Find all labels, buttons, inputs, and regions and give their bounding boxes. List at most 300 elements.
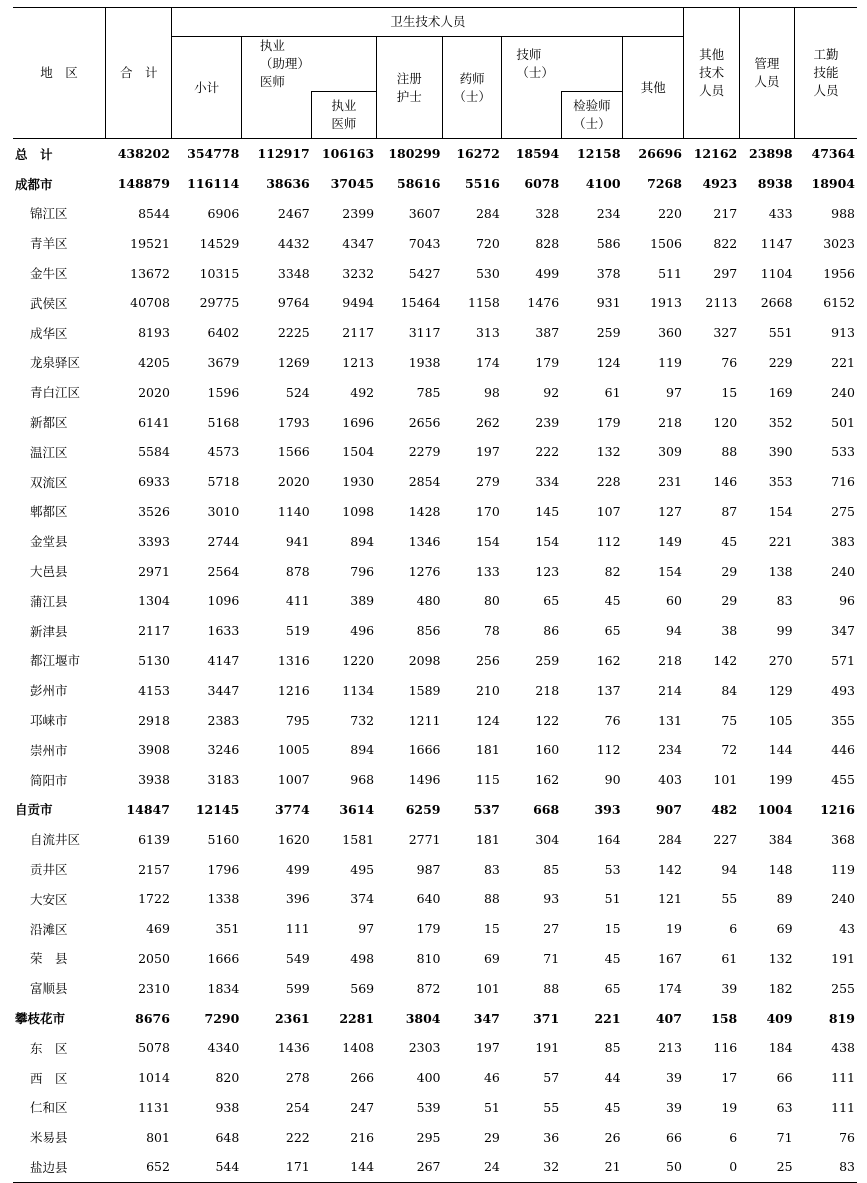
- header-health-tech: 卫生技术人员: [172, 8, 684, 37]
- table-cell: 94: [666, 623, 682, 639]
- table-row: [13, 1033, 857, 1063]
- header-spacer-doctor: [241, 92, 311, 139]
- table-cell: 1722: [138, 891, 170, 907]
- region-name: 大安区: [30, 891, 68, 907]
- table-cell: 327: [713, 325, 738, 341]
- table-cell: 931: [596, 295, 621, 311]
- table-cell: 256: [475, 652, 500, 668]
- table-cell: 270: [768, 652, 793, 668]
- table-cell: 179: [535, 354, 560, 370]
- table-cell: 267: [376, 1152, 442, 1182]
- table-cell: 132: [596, 444, 621, 460]
- table-row: [13, 1152, 857, 1182]
- table-cell: 167: [658, 950, 682, 966]
- table-cell: 239: [535, 414, 560, 430]
- table-cell: 122: [535, 712, 560, 728]
- region-name: 温江区: [30, 444, 68, 460]
- table-cell: 26696: [638, 146, 682, 162]
- table-cell: 112: [596, 742, 621, 758]
- table-cell: 6259: [405, 801, 441, 817]
- table-cell: 396: [285, 891, 310, 907]
- table-cell: 240: [831, 563, 855, 579]
- table-cell: 169: [768, 384, 793, 400]
- region-name: 青羊区: [30, 236, 68, 252]
- table-cell: 240: [831, 384, 855, 400]
- table-cell: 228: [596, 474, 621, 490]
- table-cell: 1504: [342, 444, 375, 460]
- table-cell: 810: [416, 950, 441, 966]
- table-cell: 106163: [321, 146, 375, 162]
- table-cell: 39: [666, 1099, 682, 1115]
- table-cell: 259: [596, 325, 621, 341]
- table-cell: 438: [831, 1040, 855, 1056]
- table-cell: 795: [285, 712, 310, 728]
- table-cell: 87: [721, 503, 738, 519]
- table-cell: 71: [543, 950, 560, 966]
- table-cell: 3010: [207, 503, 240, 519]
- table-cell: 8544: [138, 205, 170, 221]
- table-cell: 61: [721, 950, 738, 966]
- table-row: [13, 497, 857, 527]
- table-cell: 390: [768, 444, 793, 460]
- table-cell: 411: [285, 593, 310, 609]
- table-cell: 115: [475, 772, 500, 788]
- table-cell: 533: [831, 444, 855, 460]
- table-cell: 46: [483, 1070, 500, 1086]
- table-cell: 221: [594, 1010, 621, 1026]
- table-cell: 801: [146, 1129, 170, 1145]
- table-body: [13, 139, 857, 1183]
- table-cell: 1007: [277, 772, 310, 788]
- table-cell: 101: [713, 772, 738, 788]
- table-cell: 387: [535, 325, 560, 341]
- table-cell: 116114: [187, 176, 240, 192]
- table-cell: 4923: [702, 176, 738, 192]
- table-cell: 124: [596, 354, 621, 370]
- table-cell: 1005: [277, 742, 310, 758]
- table-cell: 455: [831, 772, 855, 788]
- table-cell: 5168: [207, 414, 240, 430]
- table-cell: 3908: [138, 742, 170, 758]
- table-cell: 894: [350, 742, 375, 758]
- table-cell: 123: [535, 563, 560, 579]
- table-row: [13, 556, 857, 586]
- table-cell: 6152: [823, 295, 855, 311]
- table-cell: 856: [416, 623, 441, 639]
- table-cell: 7043: [408, 235, 441, 251]
- table-cell: 2564: [207, 563, 240, 579]
- table-cell: 182: [768, 980, 793, 996]
- table-cell: 987: [416, 861, 441, 877]
- table-cell: 2854: [408, 474, 441, 490]
- table-cell: 1216: [820, 801, 855, 817]
- table-cell: 84: [721, 682, 738, 698]
- table-cell: 76: [604, 712, 621, 728]
- table-cell: 221: [768, 533, 793, 549]
- table-cell: 4100: [585, 176, 621, 192]
- table-cell: 47364: [811, 146, 855, 162]
- table-cell: 878: [285, 563, 310, 579]
- table-cell: 1098: [342, 503, 375, 519]
- table-cell: 93: [543, 891, 560, 907]
- table-cell: 129: [768, 682, 793, 698]
- table-cell: 25: [739, 1152, 794, 1182]
- table-cell: 284: [658, 831, 682, 847]
- table-cell: 353: [768, 474, 793, 490]
- table-cell: 24: [443, 1152, 502, 1182]
- table-cell: 4340: [207, 1040, 240, 1056]
- table-cell: 83: [483, 861, 500, 877]
- header-registered-nurse: 注册 护士: [376, 37, 442, 139]
- table-cell: 88: [721, 444, 738, 460]
- table-row: [13, 586, 857, 616]
- table-row: [13, 854, 857, 884]
- table-cell: 2117: [138, 623, 170, 639]
- table-cell: 29775: [199, 295, 240, 311]
- table-cell: 5584: [138, 444, 170, 460]
- table-cell: 2225: [277, 325, 310, 341]
- table-cell: 2771: [408, 831, 441, 847]
- table-cell: 2399: [342, 205, 375, 221]
- table-cell: 6139: [138, 831, 170, 847]
- table-cell: 2383: [207, 712, 240, 728]
- table-cell: 530: [475, 265, 500, 281]
- table-cell: 1276: [408, 563, 441, 579]
- region-name: 青白江区: [30, 385, 81, 401]
- table-cell: 154: [768, 503, 793, 519]
- table-cell: 2157: [138, 861, 170, 877]
- table-cell: 149: [658, 533, 682, 549]
- table-cell: 355: [831, 712, 855, 728]
- table-row: [13, 437, 857, 467]
- table-cell: 174: [475, 354, 500, 370]
- table-cell: 4347: [342, 235, 375, 251]
- table-cell: 60: [666, 593, 682, 609]
- table-cell: 1004: [757, 801, 793, 817]
- table-cell: 53: [604, 861, 621, 877]
- table-cell: 218: [535, 682, 560, 698]
- table-cell: 65: [543, 593, 560, 609]
- table-cell: 279: [475, 474, 500, 490]
- table-cell: 220: [658, 205, 682, 221]
- table-row: [13, 616, 857, 646]
- table-cell: 1346: [408, 533, 441, 549]
- table-cell: 197: [475, 1040, 500, 1056]
- table-cell: 378: [596, 265, 621, 281]
- region-name: 大邑县: [30, 564, 68, 580]
- table-cell: 158: [711, 1010, 738, 1026]
- table-cell: 785: [416, 384, 441, 400]
- region-name: 仁和区: [30, 1100, 68, 1116]
- table-cell: 0: [684, 1152, 739, 1182]
- table-row: [13, 288, 857, 318]
- table-cell: 18594: [515, 146, 560, 162]
- table-cell: 968: [350, 772, 375, 788]
- table-cell: 19: [721, 1099, 738, 1115]
- table-cell: 262: [475, 414, 500, 430]
- table-cell: 3023: [823, 235, 855, 251]
- table-cell: 71: [776, 1129, 793, 1145]
- table-row: [13, 318, 857, 348]
- table-cell: 148879: [117, 176, 170, 192]
- table-cell: 221: [831, 354, 855, 370]
- table-row: [13, 377, 857, 407]
- table-cell: 69: [483, 950, 500, 966]
- table-cell: 524: [285, 384, 310, 400]
- table-cell: 119: [831, 861, 855, 877]
- table-cell: 2744: [207, 533, 240, 549]
- table-cell: 12145: [195, 801, 240, 817]
- table-cell: 15: [721, 384, 738, 400]
- region-name: 米易县: [30, 1130, 68, 1146]
- table-cell: 6906: [207, 205, 240, 221]
- table-cell: 295: [416, 1129, 441, 1145]
- table-cell: 142: [713, 652, 738, 668]
- table-cell: 571: [831, 652, 855, 668]
- table-cell: 8938: [757, 176, 793, 192]
- header-practicing-doctor: 执业 医师: [312, 92, 376, 139]
- region-name: 贡井区: [30, 862, 68, 878]
- table-cell: 3526: [138, 503, 170, 519]
- header-practicing-asst-doctor: 执业 （助理） 医师: [241, 37, 376, 92]
- table-cell: 12162: [693, 146, 738, 162]
- table-row: [13, 348, 857, 378]
- table-cell: 2918: [138, 712, 170, 728]
- table-cell: 3774: [274, 801, 310, 817]
- table-cell: 1834: [207, 980, 240, 996]
- table-header: [13, 8, 857, 139]
- table-cell: 210: [475, 682, 500, 698]
- region-name: 自贡市: [15, 802, 53, 818]
- table-cell: 55: [721, 891, 738, 907]
- table-cell: 111: [831, 1099, 855, 1115]
- table-cell: 4205: [138, 354, 170, 370]
- region-name: 崇州市: [30, 742, 68, 758]
- region-name: 双流区: [30, 474, 68, 490]
- table-cell: 15464: [400, 295, 441, 311]
- table-cell: 234: [596, 205, 621, 221]
- table-cell: 5427: [408, 265, 441, 281]
- table-cell: 16272: [456, 146, 500, 162]
- table-cell: 181: [475, 742, 500, 758]
- table-cell: 255: [831, 980, 855, 996]
- table-cell: 309: [658, 444, 682, 460]
- table-cell: 127: [658, 503, 682, 519]
- table-cell: 231: [658, 474, 682, 490]
- table-row: [13, 199, 857, 229]
- table-cell: 371: [533, 1010, 560, 1026]
- table-cell: 334: [535, 474, 560, 490]
- table-cell: 569: [350, 980, 375, 996]
- table-cell: 78: [483, 623, 500, 639]
- table-cell: 124: [475, 712, 500, 728]
- table-cell: 154: [535, 533, 560, 549]
- table-cell: 519: [285, 623, 310, 639]
- table-cell: 1140: [277, 503, 310, 519]
- table-cell: 938: [215, 1099, 240, 1115]
- table-cell: 2020: [277, 474, 310, 490]
- table-cell: 1476: [527, 295, 560, 311]
- table-cell: 55: [543, 1099, 560, 1115]
- table-cell: 796: [350, 563, 375, 579]
- table-cell: 913: [831, 325, 855, 341]
- table-cell: 668: [533, 801, 560, 817]
- table-cell: 217: [713, 205, 738, 221]
- region-name: 攀枝花市: [15, 1011, 66, 1026]
- table-cell: 347: [473, 1010, 500, 1026]
- region-name: 自流井区: [30, 832, 81, 848]
- table-cell: 493: [831, 682, 855, 698]
- table-cell: 8676: [135, 1010, 170, 1026]
- table-cell: 51: [604, 891, 621, 907]
- region-name: 邛崃市: [30, 713, 68, 729]
- table-cell: 1134: [342, 682, 375, 698]
- table-cell: 1620: [277, 831, 310, 847]
- region-name: 东 区: [30, 1040, 68, 1056]
- table-cell: 65: [604, 980, 621, 996]
- table-cell: 499: [285, 861, 310, 877]
- table-cell: 1633: [207, 623, 240, 639]
- table-cell: 393: [594, 801, 621, 817]
- table-cell: 1666: [207, 950, 240, 966]
- region-name: 新都区: [30, 415, 68, 431]
- table-cell: 66: [666, 1129, 682, 1145]
- table-cell: 2467: [277, 205, 310, 221]
- table-cell: 384: [768, 831, 793, 847]
- table-cell: 539: [416, 1099, 441, 1115]
- table-cell: 351: [215, 921, 240, 937]
- table-cell: 1213: [342, 354, 375, 370]
- table-cell: 133: [475, 563, 500, 579]
- table-cell: 171: [241, 1152, 311, 1182]
- table-cell: 63: [776, 1099, 793, 1115]
- table-cell: 1566: [277, 444, 310, 460]
- table-cell: 822: [713, 235, 738, 251]
- table-cell: 107: [596, 503, 621, 519]
- region-name: 总 计: [15, 146, 53, 162]
- table-cell: 1269: [277, 354, 310, 370]
- table-cell: 142: [658, 861, 682, 877]
- table-cell: 352: [768, 414, 793, 430]
- table-cell: 313: [475, 325, 500, 341]
- table-cell: 5078: [138, 1040, 170, 1056]
- table-cell: 21: [561, 1152, 622, 1182]
- table-cell: 1131: [138, 1099, 170, 1115]
- table-cell: 214: [658, 682, 682, 698]
- region-name: 蒲江县: [30, 593, 68, 609]
- table-cell: 97: [358, 921, 375, 937]
- table-cell: 2668: [760, 295, 793, 311]
- table-cell: 498: [350, 950, 375, 966]
- table-cell: 6141: [138, 414, 170, 430]
- table-row: [13, 675, 857, 705]
- table-cell: 154: [658, 563, 682, 579]
- region-name: 成华区: [30, 325, 68, 341]
- region-name: 武侯区: [30, 295, 68, 311]
- table-cell: 3117: [408, 325, 441, 341]
- table-cell: 9494: [342, 295, 375, 311]
- table-cell: 222: [535, 444, 560, 460]
- table-row: [13, 824, 857, 854]
- table-cell: 640: [416, 891, 441, 907]
- table-cell: 3607: [408, 205, 441, 221]
- table-cell: 2971: [138, 563, 170, 579]
- table-cell: 492: [350, 384, 375, 400]
- table-cell: 3804: [405, 1010, 441, 1026]
- table-cell: 146: [713, 474, 738, 490]
- table-cell: 3679: [207, 354, 240, 370]
- table-cell: 716: [831, 474, 855, 490]
- table-cell: 216: [350, 1129, 375, 1145]
- header-other: 其他: [623, 37, 684, 139]
- table-cell: 1938: [408, 354, 441, 370]
- table-cell: 2050: [138, 950, 170, 966]
- table-cell: 162: [596, 652, 621, 668]
- table-cell: 3232: [342, 265, 375, 281]
- table-cell: 131: [658, 712, 682, 728]
- table-cell: 389: [350, 593, 375, 609]
- table-cell: 400: [416, 1070, 441, 1086]
- header-lab-technician: 检验师 （士）: [561, 92, 622, 139]
- table-cell: 988: [831, 205, 855, 221]
- header-management: 管理 人员: [739, 8, 794, 139]
- table-cell: 7290: [204, 1010, 240, 1026]
- table-cell: 872: [416, 980, 441, 996]
- table-row: [13, 914, 857, 944]
- table-cell: 297: [713, 265, 738, 281]
- table-row: [13, 884, 857, 914]
- table-cell: 1956: [823, 265, 855, 281]
- region-name: 郫都区: [30, 504, 68, 520]
- header-pharmacist: 药师 （士）: [443, 37, 502, 139]
- table-cell: 15: [483, 921, 500, 937]
- table-cell: 83: [776, 593, 793, 609]
- table-cell: 7268: [647, 176, 682, 192]
- table-cell: 32: [502, 1152, 561, 1182]
- table-cell: 1913: [650, 295, 682, 311]
- table-cell: 2303: [408, 1040, 441, 1056]
- table-cell: 29: [721, 593, 738, 609]
- region-name: 简阳市: [30, 772, 68, 788]
- table-cell: 179: [416, 921, 441, 937]
- table-cell: 29: [483, 1129, 500, 1145]
- table-cell: 88: [543, 980, 560, 996]
- table-cell: 10315: [199, 265, 240, 281]
- table-cell: 85: [543, 861, 560, 877]
- table-cell: 480: [416, 593, 441, 609]
- table-cell: 652: [106, 1152, 172, 1182]
- table-cell: 45: [604, 593, 621, 609]
- table-cell: 26: [604, 1129, 621, 1145]
- table-cell: 549: [285, 950, 310, 966]
- region-name: 金堂县: [30, 534, 68, 550]
- table-cell: 80: [483, 593, 500, 609]
- table-cell: 13672: [130, 265, 170, 281]
- table-cell: 76: [721, 354, 738, 370]
- table-cell: 2117: [342, 325, 375, 341]
- table-cell: 720: [475, 235, 500, 251]
- table-cell: 39: [721, 980, 738, 996]
- table-cell: 2361: [274, 1010, 310, 1026]
- table-cell: 328: [535, 205, 560, 221]
- table-cell: 65: [604, 623, 621, 639]
- header-region: 地 区: [13, 8, 106, 139]
- table-cell: 51: [483, 1099, 500, 1115]
- table-cell: 383: [831, 533, 855, 549]
- table-cell: 907: [655, 801, 682, 817]
- table-cell: 3938: [138, 772, 170, 788]
- table-cell: 6: [729, 1129, 738, 1145]
